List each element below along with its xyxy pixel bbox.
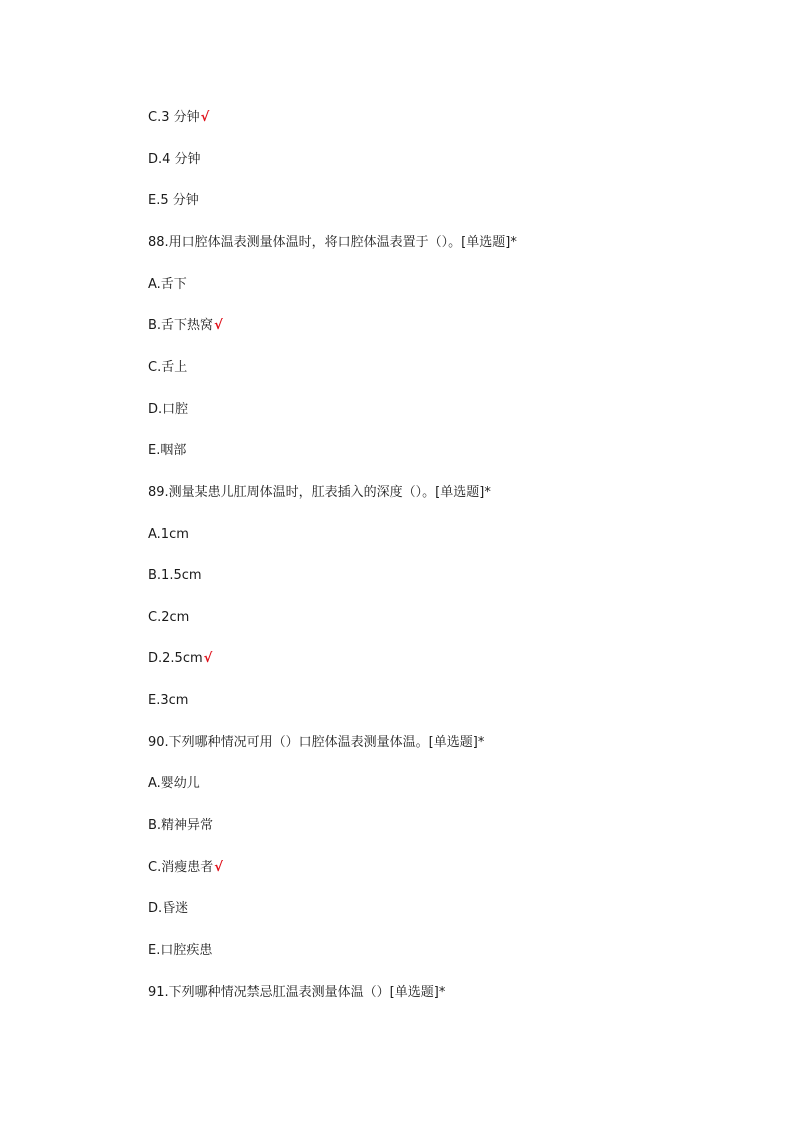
option-label: C.3 分钟 [148, 110, 200, 125]
answer-option [148, 276, 187, 294]
question-text [148, 734, 484, 752]
answer-option [148, 359, 187, 377]
answer-option [148, 859, 223, 877]
option-label: D.4 分钟 [148, 152, 201, 167]
answer-option [148, 692, 188, 710]
check-mark-icon: √ [214, 318, 223, 333]
answer-option [148, 609, 189, 627]
question-label: 88.用口腔体温表测量体温时，将口腔体温表置于（）。[单选题]* [148, 235, 517, 250]
option-label: E.3cm [148, 693, 189, 708]
option-label: D.2.5cm [148, 651, 203, 666]
option-label: E.口腔疾患 [148, 943, 213, 958]
option-label: D.口腔 [148, 402, 189, 417]
question-text [148, 984, 445, 1002]
check-mark-icon: √ [200, 110, 210, 125]
answer-option [148, 526, 189, 544]
question-text [148, 484, 491, 502]
question-text [148, 234, 517, 252]
option-label: A.1cm [148, 527, 189, 542]
answer-option [148, 442, 186, 460]
option-label: B.1.5cm [148, 568, 202, 583]
answer-option [148, 900, 188, 918]
answer-option [148, 817, 213, 835]
option-label: A.婴幼儿 [148, 776, 200, 791]
option-label: C.消瘦患者 [148, 860, 214, 875]
question-label: 91.下列哪种情况禁忌肛温表测量体温（）[单选题]* [148, 985, 446, 1000]
option-label: C.2cm [148, 610, 190, 625]
answer-option [148, 775, 200, 793]
question-label: 90.下列哪种情况可用（）口腔体温表测量体温。[单选题]* [148, 735, 485, 750]
option-label: E.5 分钟 [148, 193, 199, 208]
answer-option [148, 567, 202, 585]
answer-option [148, 109, 209, 127]
answer-option [148, 650, 212, 668]
check-mark-icon: √ [214, 860, 223, 875]
answer-option [148, 192, 199, 210]
option-label: C.舌上 [148, 360, 188, 375]
option-label: A.舌下 [148, 277, 187, 292]
answer-option [148, 401, 188, 419]
question-label: 89.测量某患儿肛周体温时，肛表插入的深度（）。[单选题]* [148, 485, 491, 500]
option-label: D.昏迷 [148, 901, 189, 916]
option-label: B.精神异常 [148, 818, 214, 833]
answer-option [148, 317, 223, 335]
answer-option [148, 151, 201, 169]
option-label: E.咽部 [148, 443, 187, 458]
check-mark-icon: √ [203, 651, 213, 666]
answer-option [148, 942, 212, 960]
option-label: B.舌下热窝 [148, 318, 214, 333]
